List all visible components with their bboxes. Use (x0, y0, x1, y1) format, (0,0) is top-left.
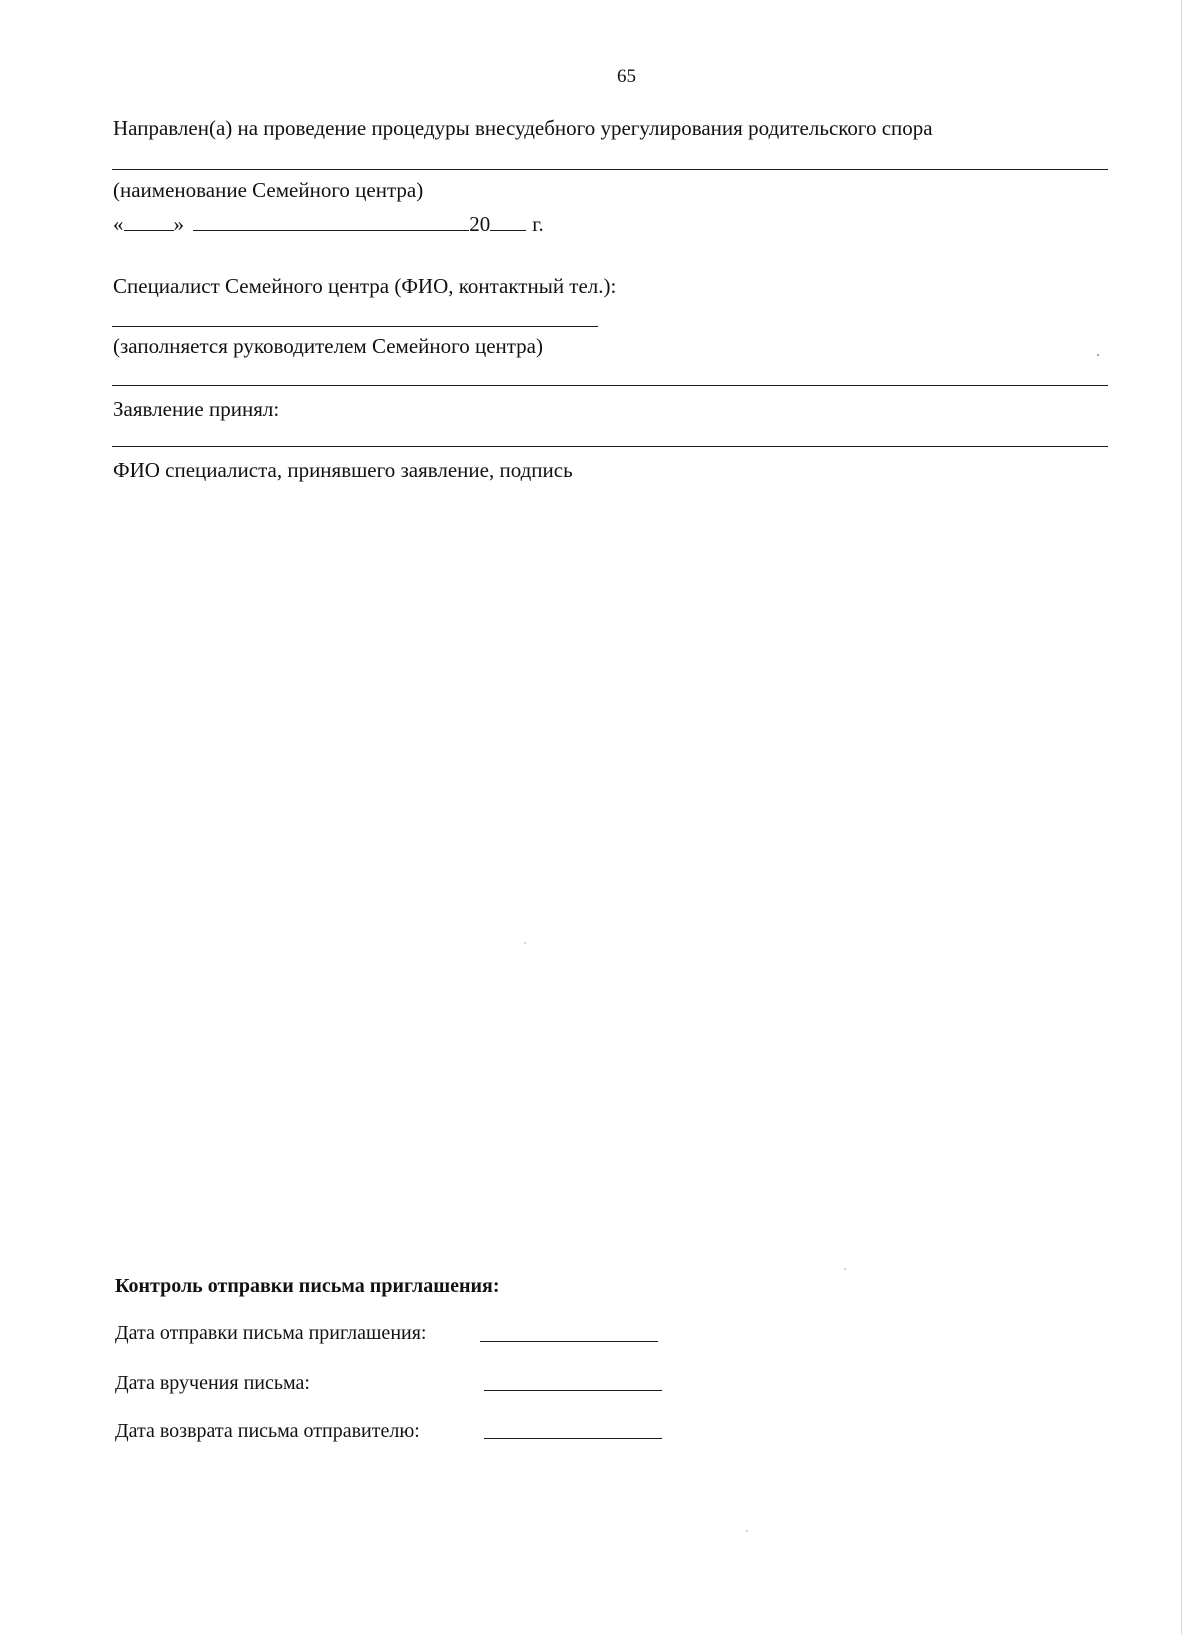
acceptance-field[interactable] (112, 446, 1108, 447)
scan-speck (844, 1268, 846, 1270)
date-close-quote: » (173, 212, 184, 236)
date-year-field[interactable] (490, 212, 526, 231)
return-date-field[interactable] (484, 1438, 662, 1439)
center-name-caption: (наименование Семейного центра) (113, 178, 424, 202)
delivery-date-label: Дата вручения письма: (115, 1372, 310, 1394)
date-month-field[interactable] (193, 212, 469, 231)
sent-date-field[interactable] (480, 1341, 658, 1342)
specialist-label: Специалист Семейного центра (ФИО, контактный тел.): (113, 274, 617, 298)
center-name-field[interactable] (112, 169, 1108, 170)
date-day-field[interactable] (124, 212, 174, 231)
date-year-prefix: 20 (469, 212, 491, 236)
invitation-control-heading: Контроль отправки письма приглашения: (115, 1275, 500, 1297)
specialist-extra-field[interactable] (112, 385, 1108, 386)
referral-date-row (113, 212, 544, 235)
referral-heading: Направлен(а) на проведение процедуры внесудебного урегулирования родительского спора (113, 116, 933, 140)
page-edge (1181, 0, 1182, 1635)
acceptance-label: Заявление принял: (113, 397, 280, 421)
delivery-date-field[interactable] (484, 1390, 662, 1391)
scan-speck (746, 1530, 748, 1532)
specialist-caption: (заполняется руководителем Семейного центра) (113, 334, 543, 358)
date-open-quote: « (113, 212, 124, 236)
scan-speck (1097, 354, 1099, 356)
acceptance-caption: ФИО специалиста, принявшего заявление, подпись (113, 458, 573, 482)
sent-date-label: Дата отправки письма приглашения: (115, 1322, 427, 1344)
page-number: 65 (617, 66, 636, 87)
date-year-suffix: г. (532, 212, 544, 236)
scan-speck (524, 942, 526, 944)
specialist-field[interactable] (112, 326, 598, 327)
return-date-label: Дата возврата письма отправителю: (115, 1420, 420, 1442)
